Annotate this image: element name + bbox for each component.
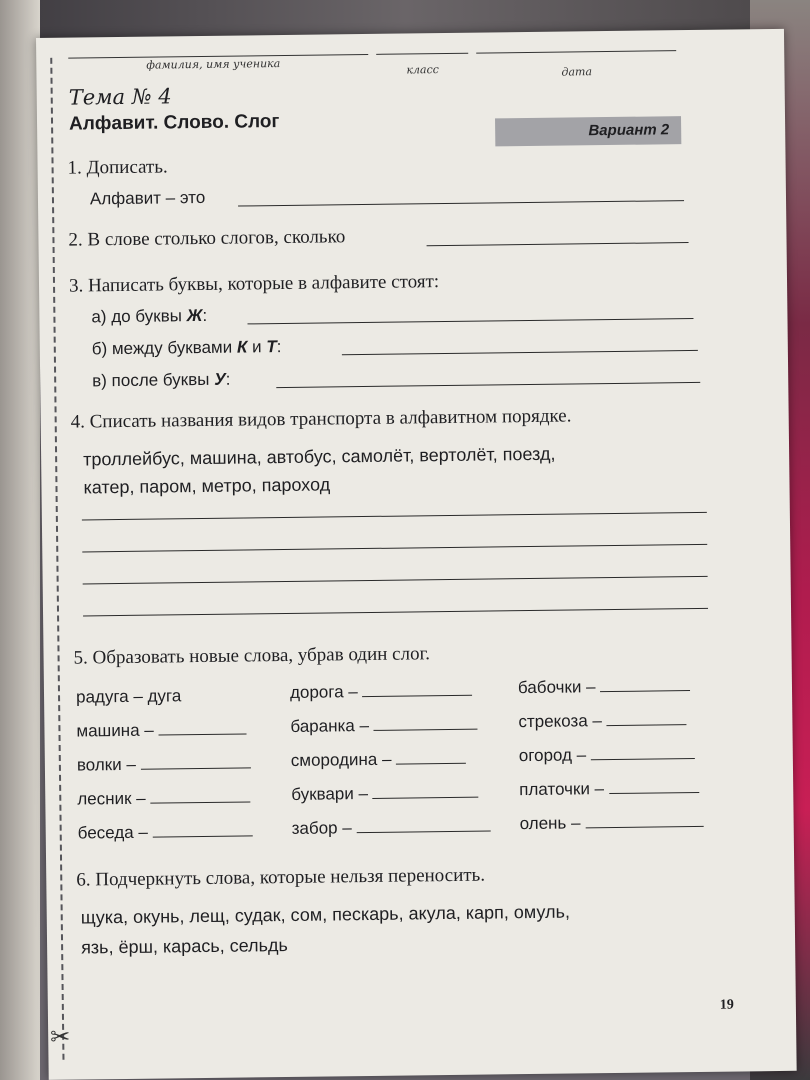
task5-word [518,710,686,732]
page-number: 19 [719,997,734,1013]
task3-item-b [92,337,282,359]
task5-blank[interactable] [153,835,253,837]
task5-title: 5. Образовать новые слова, убрав один слог. [73,643,431,669]
task4-answer-line[interactable] [83,576,708,585]
task6-title: 6. Подчеркнуть слова, которые нельзя переносить. [76,864,486,891]
topic-number: Тема № 4 [68,84,172,110]
task3-title: 3. Написать буквы, которые в алфавите стоят: [68,271,440,297]
task3-item-c-answer-line[interactable] [276,382,700,388]
scissors-icon: ✂ [50,1023,71,1051]
task4-words-line2: катер, паром, метро, пароход [83,474,331,498]
class-label: класс [406,63,439,77]
class-line[interactable] [376,53,468,55]
task5-word-text: олень – [519,813,581,834]
task2-title: 2. В слове столько слогов, сколько [68,226,346,251]
task5-word-text: беседа – [77,822,148,843]
task5-blank[interactable] [363,695,473,697]
task6-words-line2: язь, ёрш, карась, сельдь [80,934,288,958]
task5-word [77,787,250,809]
topic-title: Алфавит. Слово. Слог [68,111,280,135]
task4-answer-line[interactable] [82,512,707,521]
task3-item-b-letter2: Т [266,337,277,357]
task3-item-a-answer-line[interactable] [248,318,694,324]
task3-item-a-prefix: а) до буквы [91,306,183,327]
task5-blank[interactable] [374,729,478,731]
date-line[interactable] [476,50,676,53]
task2-answer-line[interactable] [427,242,689,246]
background-left [0,0,40,1080]
task5-word-text: забор – [291,818,352,838]
task5-word [290,681,473,703]
task5-word [291,783,479,805]
task1-title: 1. Дописать. [67,156,168,179]
date-label: дата [561,65,593,79]
task3-item-b-prefix: б) между буквами [91,337,233,359]
task5-word-text: волки – [76,754,136,775]
task5-word-text: лесник – [77,788,146,809]
task5-word-text: баранка – [290,715,370,736]
task5-word [291,749,467,771]
task5-blank[interactable] [141,767,251,769]
task5-word [518,676,691,698]
worksheet-page [36,29,797,1080]
task3-item-c [92,370,230,392]
task5-word-text: огород – [518,745,587,766]
task5-word-text: бабочки – [517,677,596,698]
task5-word [520,812,704,834]
task5-word [78,821,253,843]
task5-word [76,686,181,707]
task1-prompt: Алфавит – это [89,187,206,209]
task3-item-c-letter: У [214,369,226,389]
task3-item-b-answer-line[interactable] [342,350,698,355]
task1-answer-line[interactable] [238,200,684,206]
task5-blank[interactable] [357,831,491,834]
task5-word [77,753,251,775]
task4-answer-line[interactable] [82,544,707,553]
task5-word [76,719,246,741]
task5-word-text: стрекоза – [518,711,603,732]
task3-item-a-suffix: : [202,305,208,325]
task3-item-b-mid: и [251,337,262,357]
task3-item-c-prefix: в) после буквы [92,369,210,391]
task5-word-text: смородина – [290,749,392,770]
task5-word [519,778,699,800]
task4-title: 4. Списать названия видов транспорта в алфавитном порядке. [70,405,572,433]
task3-item-b-suffix: : [276,337,282,357]
task5-blank[interactable] [609,792,699,794]
task5-word [519,744,695,766]
task5-word [290,715,478,737]
task5-word-text: буквари – [291,784,369,804]
task5-blank[interactable] [373,797,479,799]
task5-word-text: платочки – [519,779,605,800]
task5-word [292,817,491,839]
task5-blank[interactable] [150,801,250,803]
task4-answer-line[interactable] [83,608,708,617]
variant-badge: Вариант 2 [495,116,681,146]
task5-word-text: радуга – дуга [75,686,182,707]
cut-line [50,58,64,1060]
task3-item-b-letter1: К [236,337,248,357]
task5-blank[interactable] [600,690,690,692]
task5-blank[interactable] [585,826,703,828]
task3-item-c-suffix: : [225,369,231,389]
task4-words-line1: троллейбус, машина, автобус, самолёт, вертолёт, поезд, [83,443,556,470]
task5-word-text: дорога – [289,682,358,702]
task5-word-text: машина – [76,720,154,741]
task3-item-a [91,306,207,327]
student-name-label: фамилия, имя ученика [146,57,281,72]
task5-blank[interactable] [591,758,695,760]
task6-words-line1: щука, окунь, лещ, судак, сом, пескарь, акула, карп, омуль, [80,901,571,928]
task5-blank[interactable] [607,724,687,726]
task5-blank[interactable] [159,733,247,735]
task3-item-a-letter: Ж [186,305,203,326]
task5-blank[interactable] [396,763,466,765]
